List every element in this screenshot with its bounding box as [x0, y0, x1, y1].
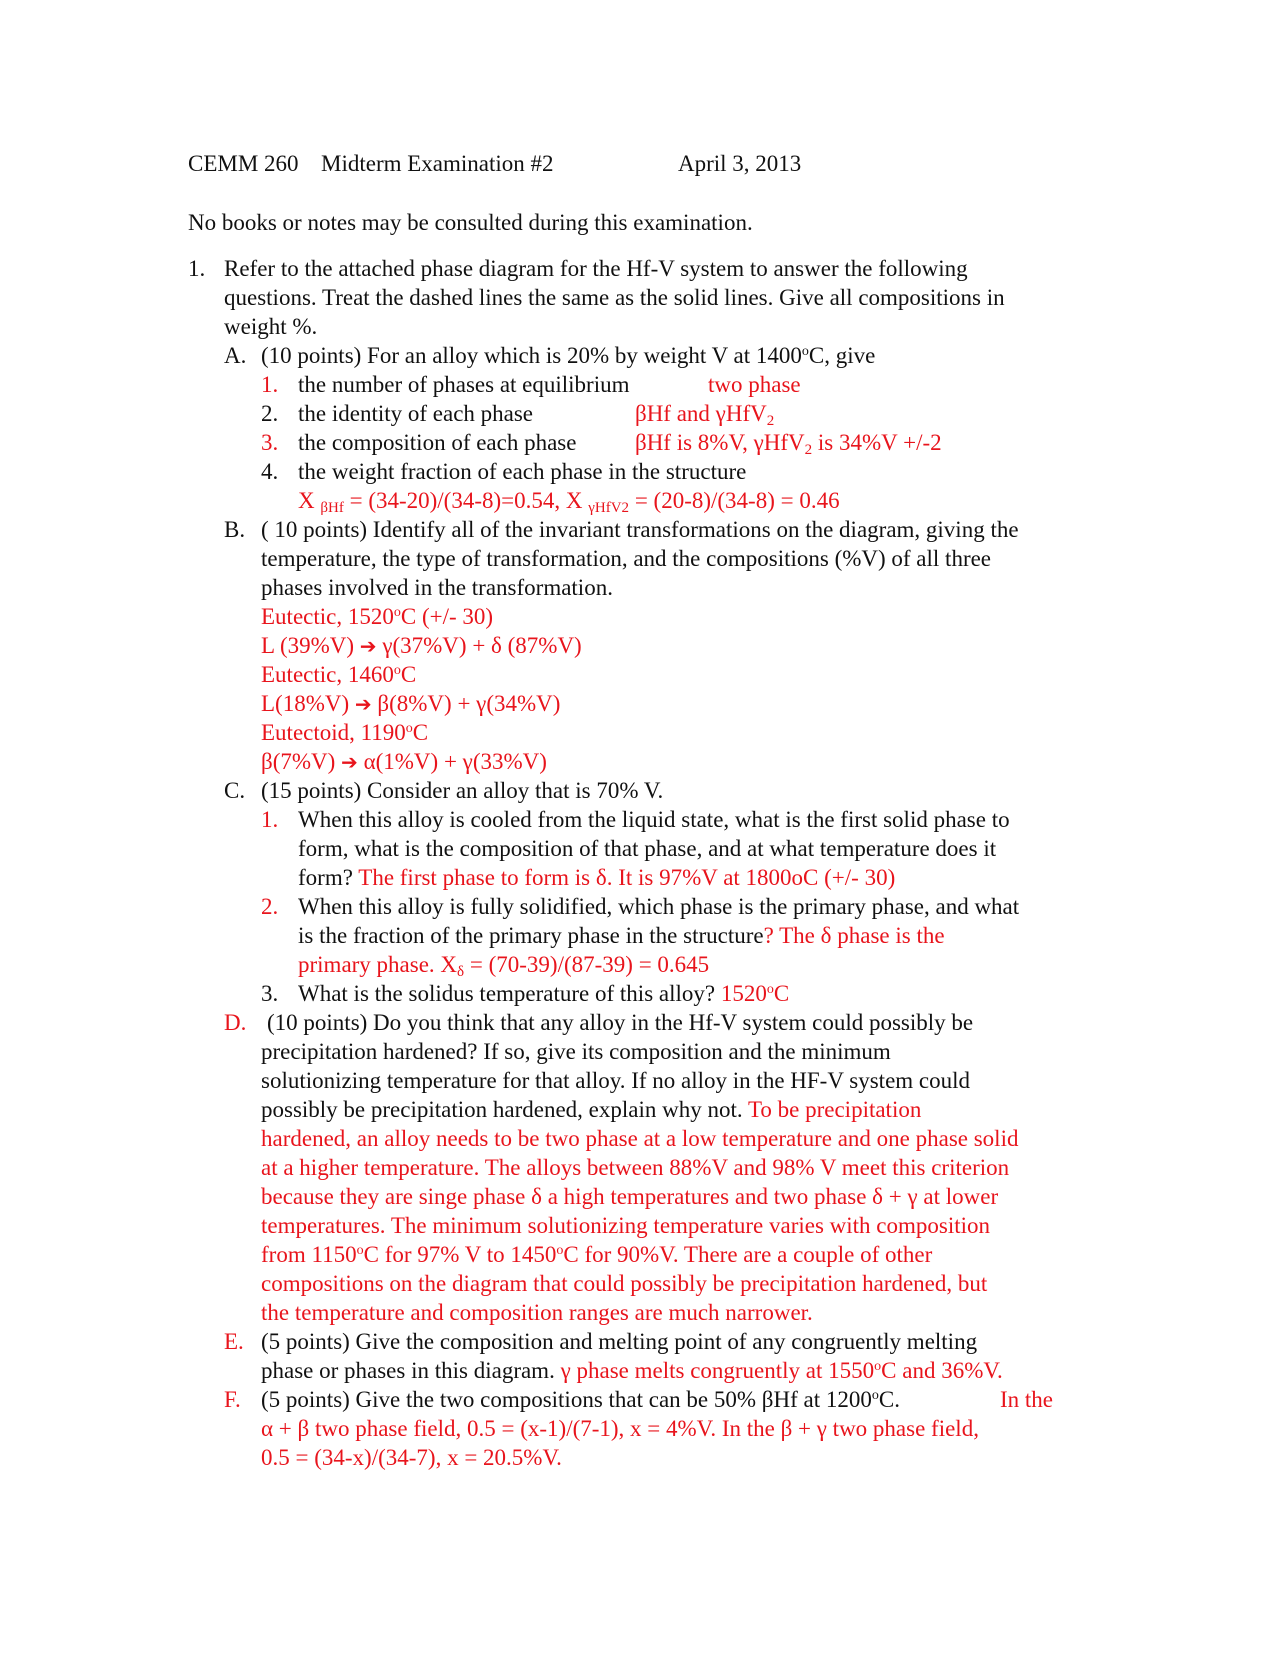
answer-text: L (39%V) — [261, 633, 360, 658]
part-f-answer-2 — [0, 1443, 1280, 1472]
q1-number: 1. — [188, 256, 206, 281]
part-b-answer-3 — [0, 660, 1280, 689]
item-number: 4. — [261, 459, 279, 484]
part-f-answer: α + β two phase field, 0.5 = (x-1)/(7-1), x = 4%V. In the β + γ two phase field, — [261, 1416, 979, 1441]
part-e-letter: E. — [224, 1329, 244, 1354]
q1-line-1 — [0, 254, 1280, 283]
exam-title: Midterm Examination #2 — [321, 151, 554, 176]
item-text: the weight fraction of each phase in the structure — [298, 459, 747, 484]
answer-text: 1520 — [720, 981, 767, 1006]
part-f-answer: In the — [1000, 1387, 1054, 1412]
equation: = (34-20)/(34-8)=0.54, — [343, 488, 566, 513]
part-a-text-2: C, give — [808, 343, 876, 368]
degree-sup: o — [766, 982, 774, 997]
part-e-text-head: phase or phases in this diagram. — [261, 1358, 561, 1383]
part-a-item-4 — [0, 457, 1280, 486]
part-c-text: (15 points) Consider an alloy that is 70% V. — [261, 778, 664, 803]
part-f-answer-1 — [0, 1414, 1280, 1443]
item-answer — [298, 950, 709, 979]
part-d-answer-1 — [0, 1124, 1280, 1153]
q1-intro-2: questions. Treat the dashed lines the same as the solid lines. Give all compositions in — [224, 285, 1005, 310]
part-b-text: ( 10 points) Identify all of the invariant transformations on the diagram, giving the — [261, 517, 1019, 542]
answer-text: Eutectic, 1460 — [261, 662, 394, 687]
part-d-answer: at a higher temperature. The alloys between 88%V and 98% V meet this criterion — [261, 1155, 1010, 1180]
answer-line — [261, 718, 428, 747]
part-d-text — [261, 1095, 921, 1124]
subscript: δ — [457, 964, 465, 980]
part-f-text-tail: C. — [878, 1387, 900, 1412]
part-b-answer-2 — [0, 631, 1280, 660]
q1-line-3 — [0, 312, 1280, 341]
answer-text: L(18%V) — [261, 691, 355, 716]
subscript: βHf — [320, 500, 344, 516]
degree-sup: o — [801, 344, 809, 359]
item-text — [298, 979, 789, 1008]
answer-text: β(8%V) + γ(34%V) — [371, 691, 561, 716]
arrow-icon: ➔ — [341, 750, 358, 774]
item-answer — [721, 981, 789, 1006]
item-text: the identity of each phase — [298, 401, 534, 426]
part-b-letter: B. — [224, 517, 246, 542]
part-d-answer: hardened, an alloy needs to be two phase at a low temperature and one phase solid — [261, 1126, 1019, 1151]
part-d-line-2 — [0, 1037, 1280, 1066]
part-f-answer: 0.5 = (34-x)/(34-7), x = 20.5%V. — [261, 1445, 562, 1470]
part-c-item-2-line-2 — [0, 921, 1280, 950]
item-text — [298, 921, 945, 950]
part-a-item-1 — [0, 370, 1280, 399]
degree-sup: o — [356, 1243, 364, 1258]
answer-text: γ phase melts congruently at 1550 — [560, 1358, 875, 1383]
q1-intro-3: weight %. — [224, 314, 318, 339]
arrow-icon: ➔ — [354, 692, 372, 716]
x-symbol: X — [298, 488, 321, 513]
part-c-item-1-line-1 — [0, 805, 1280, 834]
part-a-letter: A. — [224, 343, 247, 368]
part-d-answer-3 — [0, 1182, 1280, 1211]
part-b-prompt-3 — [0, 573, 1280, 602]
exam-header — [188, 149, 1088, 181]
answer-line — [261, 747, 547, 777]
degree-sup: o — [874, 1359, 882, 1374]
part-d-answer: because they are singe phase δ a high temperatures and two phase δ + γ at lower — [261, 1184, 999, 1209]
item-answer: The first phase to form is δ. It is 97%V at 1800oC (+/- 30) — [358, 865, 896, 890]
part-d-line-3 — [0, 1066, 1280, 1095]
answer-text: is 34%V +/-2 — [812, 430, 942, 455]
question-1 — [0, 254, 1280, 1472]
part-b-prompt-2 — [0, 544, 1280, 573]
part-d-text: solutionizing temperature for that alloy. If no alloy in the HF-V system could — [261, 1068, 971, 1093]
part-d-answer-4 — [0, 1211, 1280, 1240]
part-d-letter: D. — [224, 1010, 247, 1035]
part-d-answer-2 — [0, 1153, 1280, 1182]
part-d-answer: compositions on the diagram that could possibly be precipitation hardened, but — [261, 1271, 988, 1296]
part-d-answer: the temperature and composition ranges are much narrower. — [261, 1300, 813, 1325]
item-text: the composition of each phase — [298, 430, 577, 455]
part-c-item-3 — [0, 979, 1280, 1008]
part-e-line-1 — [0, 1327, 1280, 1356]
item-text: When this alloy is cooled from the liquid state, what is the first solid phase to — [298, 807, 1010, 832]
item-number: 3. — [261, 981, 279, 1006]
answer-line — [261, 689, 560, 719]
item-number: 2. — [261, 401, 279, 426]
equation: = (20-8)/(34-8) = 0.46 — [629, 488, 840, 513]
part-c-item-2-line-3 — [0, 950, 1280, 979]
part-a-item-3 — [0, 428, 1280, 457]
exam-date: April 3, 2013 — [678, 151, 802, 176]
item-text-head: What is the solidus temperature of this alloy? — [298, 981, 721, 1006]
x-symbol: X — [565, 488, 589, 513]
fraction-answer — [298, 486, 840, 515]
answer-text: from 1150 — [261, 1242, 357, 1267]
item-number: 1. — [261, 372, 279, 397]
q1-intro-1: Refer to the attached phase diagram for the Hf-V system to answer the following — [224, 256, 968, 281]
part-d-text: (10 points) Do you think that any alloy in the Hf-V system could possibly be — [267, 1010, 974, 1035]
answer-text: primary phase. X — [298, 952, 458, 977]
degree-sup: o — [405, 721, 413, 736]
part-d-line-4 — [0, 1095, 1280, 1124]
answer-text: α(1%V) + γ(33%V) — [357, 749, 547, 774]
item-answer — [635, 399, 774, 428]
part-a-text — [261, 341, 875, 370]
part-b-prompt-1 — [0, 515, 1280, 544]
answer-text: C — [773, 981, 790, 1006]
part-f-letter: F. — [224, 1387, 241, 1412]
degree-sup: o — [393, 663, 401, 678]
arrow-icon: ➔ — [359, 634, 377, 658]
subscript: 2 — [804, 442, 813, 458]
answer-text: βHf is 8%V, γHfV — [635, 430, 805, 455]
answer-text: C — [400, 662, 417, 687]
degree-sup: o — [393, 605, 401, 620]
answer-text: γ(37%V) + δ (87%V) — [376, 633, 582, 658]
answer-text: Eutectoid, 1190 — [261, 720, 406, 745]
part-d-answer-5 — [0, 1240, 1280, 1269]
part-b-answer-4 — [0, 689, 1280, 718]
answer-text: Eutectic, 1520 — [261, 604, 394, 629]
answer-text: C and 36%V. — [881, 1358, 1003, 1383]
part-d-answer — [261, 1240, 932, 1269]
part-d-answer: temperatures. The minimum solutionizing temperature varies with composition — [261, 1213, 991, 1238]
item-text — [298, 863, 895, 892]
item-text: the number of phases at equilibrium — [298, 372, 630, 397]
item-answer: ? The δ phase is the — [763, 923, 945, 948]
item-text-tail: form? — [298, 865, 359, 890]
part-f-text — [261, 1385, 900, 1414]
degree-sup: o — [556, 1243, 564, 1258]
course-code: CEMM 260 — [188, 151, 299, 176]
answer-text: β(7%V) — [261, 749, 342, 774]
part-a-fraction-answer — [0, 486, 1280, 515]
part-b-text: phases involved in the transformation. — [261, 575, 613, 600]
part-c-item-2-line-1 — [0, 892, 1280, 921]
answer-line — [261, 660, 416, 689]
part-c-letter: C. — [224, 778, 246, 803]
q1-line-2 — [0, 283, 1280, 312]
answer-text: C (+/- 30) — [400, 604, 494, 629]
subscript: γHfV2 — [588, 500, 630, 516]
answer-line — [261, 602, 493, 631]
subscript: 2 — [766, 413, 775, 429]
part-d-answer-6 — [0, 1269, 1280, 1298]
part-e-text — [261, 1356, 1003, 1385]
answer-text: βHf and γHfV — [635, 401, 767, 426]
part-c-prompt — [0, 776, 1280, 805]
answer-line — [261, 631, 582, 661]
item-number: 3. — [261, 430, 279, 455]
part-a-prompt — [0, 341, 1280, 370]
part-b-answer-5 — [0, 718, 1280, 747]
answer-text: C for 97% V to 1450 — [363, 1242, 557, 1267]
part-d-text: precipitation hardened? If so, give its composition and the minimum — [261, 1039, 891, 1064]
part-d-text-head: possibly be precipitation hardened, explain why not. — [261, 1097, 748, 1122]
item-text: When this alloy is fully solidified, which phase is the primary phase, and what — [298, 894, 1020, 919]
part-f-text-head: (5 points) Give the two compositions that can be 50% βHf at 1200 — [261, 1387, 872, 1412]
part-d-answer: To be precipitation — [747, 1097, 922, 1122]
part-b-answer-6 — [0, 747, 1280, 776]
answer-text: = (70-39)/(87-39) = 0.645 — [464, 952, 710, 977]
item-number: 1. — [261, 807, 279, 832]
part-e-answer — [561, 1358, 1003, 1383]
degree-sup: o — [871, 1388, 879, 1403]
part-c-item-1-line-2 — [0, 834, 1280, 863]
answer-text: C — [412, 720, 429, 745]
part-a-text-1: (10 points) For an alloy which is 20% by weight V at 1400 — [261, 343, 802, 368]
part-e-line-2 — [0, 1356, 1280, 1385]
part-a-item-2 — [0, 399, 1280, 428]
item-number: 2. — [261, 894, 279, 919]
item-answer — [635, 428, 942, 457]
part-d-line-1 — [0, 1008, 1280, 1037]
part-d-answer-7 — [0, 1298, 1280, 1327]
part-b-text: temperature, the type of transformation, and the compositions (%V) of all three — [261, 546, 992, 571]
item-text: form, what is the composition of that phase, and at what temperature does it — [298, 836, 997, 861]
answer-text: C for 90%V. There are a couple of other — [563, 1242, 933, 1267]
part-e-text: (5 points) Give the composition and melting point of any congruently melting — [261, 1329, 978, 1354]
exam-notice: No books or notes may be consulted during this examination. — [188, 210, 753, 235]
part-b-answer-1 — [0, 602, 1280, 631]
part-f-line-1 — [0, 1385, 1280, 1414]
item-text-head: is the fraction of the primary phase in the structure — [298, 923, 764, 948]
part-c-item-1-line-3 — [0, 863, 1280, 892]
item-answer: two phase — [708, 372, 801, 397]
